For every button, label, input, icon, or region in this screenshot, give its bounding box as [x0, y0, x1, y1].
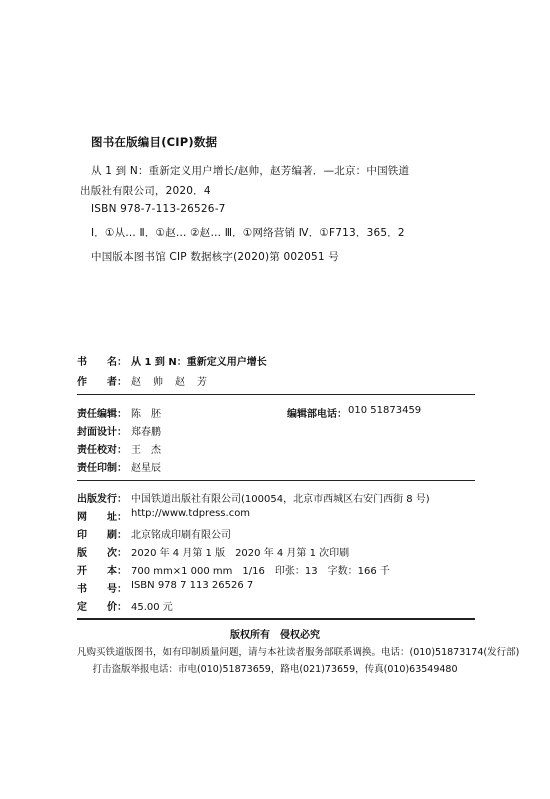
- website: http://www.tdpress.com: [131, 508, 251, 519]
- divider-1: [77, 394, 475, 395]
- edition: 2020 年 4 月第 1 版 2020 年 4 月第 1 次印刷: [131, 548, 350, 559]
- proofreader-label: 责任校对：: [77, 445, 127, 456]
- title-label: 书 名：: [77, 357, 127, 368]
- edition-label: 版 次：: [77, 548, 127, 559]
- format: 700 mm×1 000 mm 1/16 印张：13 字数：166 千: [131, 566, 390, 577]
- cip-line-2: 出版社有限公司，2020．4: [80, 185, 211, 197]
- print-manager-label: 责任印制：: [77, 463, 127, 474]
- publisher: 中国铁道出版社有限公司(100054，北京市西城区右安门西街 8 号): [131, 494, 430, 505]
- book-title: 从 1 到 N：重新定义用户增长: [131, 357, 267, 368]
- phone-label: 编辑部电话：: [287, 409, 347, 420]
- print-manager: 赵星辰: [131, 463, 161, 474]
- cover-design-label: 封面设计：: [77, 427, 127, 438]
- piracy-report: 打击盗版举报电话：市电(010)51873659，路电(021)73659，传真(010)63549480: [92, 664, 458, 675]
- printer: 北京铭成印刷有限公司: [131, 530, 231, 541]
- printer-label: 印 刷：: [77, 530, 127, 541]
- rights-statement: 版权所有 侵权必究: [230, 630, 320, 641]
- website-label: 网 址：: [77, 512, 127, 523]
- book-author: 赵 帅 赵 芳: [131, 377, 208, 388]
- divider-2: [77, 480, 475, 481]
- quality-notice: 凡购买铁道版图书，如有印制质量问题，请与本社读者服务部联系调换。电话：(010)51873174(发行部): [77, 647, 520, 658]
- cip-isbn: ISBN 978-7-113-26526-7: [91, 203, 226, 215]
- isbn-label: 书 号：: [77, 584, 127, 595]
- cip-line-1: 从 1 到 N：重新定义用户增长/赵帅，赵芳编著．—北京：中国铁道: [91, 165, 410, 177]
- cip-catalog-number: 中国版本图书馆 CIP 数据核字(2020)第 002051 号: [91, 251, 340, 263]
- editorial-phone: 010 51873459: [348, 405, 422, 416]
- cip-classification: Ⅰ．①从… Ⅱ．①赵… ②赵… Ⅲ．①网络营销 Ⅳ．①F713．365．2: [91, 227, 405, 239]
- editor-label: 责任编辑：: [77, 409, 127, 420]
- publisher-label: 出版发行：: [77, 494, 127, 505]
- cover-designer: 郑春鹏: [131, 427, 161, 438]
- format-label: 开 本：: [77, 566, 127, 577]
- proofreader: 王 杰: [131, 445, 161, 456]
- author-label: 作 者：: [77, 377, 127, 388]
- editor: 陈 胚: [131, 409, 161, 420]
- isbn: ISBN 978 7 113 26526 7: [131, 580, 254, 591]
- cip-heading: 图书在版编目(CIP)数据: [91, 135, 218, 149]
- divider-3: [77, 618, 475, 620]
- price: 45.00 元: [131, 602, 173, 613]
- price-label: 定 价：: [77, 602, 127, 613]
